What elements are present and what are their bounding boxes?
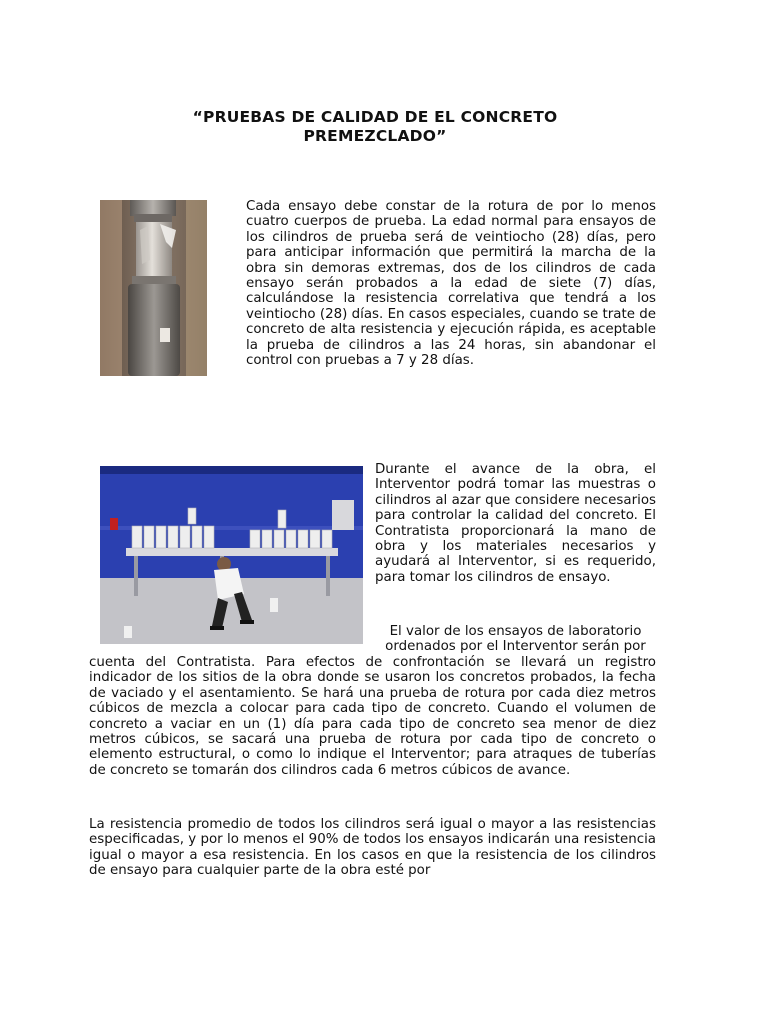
paragraph-2: Durante el avance de la obra, el Interventor podrá tomar las muestras o cilindros al azar que considere necesarios para controlar la calidad del concreto. El Contratista proporcionará la mano de obra y los materiales necesarios y ayudará al Interventor, si es requerido, para tomar los cilindros de ensayo. — [375, 462, 656, 585]
title-line-2: PREMEZCLADO” — [303, 127, 447, 145]
paragraph-3-continued: cuenta del Contratista. Para efectos de confrontación se llevará un registro indicador de los sitios de la obra donde se usaron los concretos probados, la fecha de vaciado y el asentamiento. Se hará una prueba de rotura por cada diez metros cúbicos de mezcla a colocar para cada tipo de concreto. Cuando el volumen de concreto a vaciar en un (1) día para cada tipo de concreto sea menor de diez metros cúbicos, se sacará una prueba de rotura por cada tipo de concreto o elemento estructural, o como lo indique el Interventor; para atraques de tuberías de concreto se tomarán dos cilindros cada 6 metros cúbicos de avance. — [89, 655, 656, 778]
laboratory-photo — [100, 466, 363, 644]
paragraph-1: Cada ensayo debe constar de la rotura de por lo menos cuatro cuerpos de prueba. La edad normal para ensayos de los cilindros de prueba será de veintiocho (28) días, pero para anticipar información que permitirá la marcha de la obra sin demoras extremas, dos de los cilindros de cada ensayo serán probados a la edad de siete (7) días, calculándose la resistencia correlativa que tendrá a los veintiocho (28) días. En casos especiales, cuando se trate de concreto de alta resistencia y ejecución rápida, es aceptable la prueba de cilindros a las 24 horas, sin abandonar el control con pruebas a 7 y 28 días. — [246, 199, 656, 369]
title-line-1: “PRUEBAS DE CALIDAD DE EL CONCRETO — [192, 108, 558, 126]
document-title — [150, 108, 600, 146]
paragraph-3-start: El valor de los ensayos de laboratorio ordenados por el Interventor serán por — [385, 624, 646, 655]
paragraph-4: La resistencia promedio de todos los cilindros será igual o mayor a las resistencias especificadas, y por lo menos el 90% de todos los ensayos indicarán una resistencia igual o mayor a esa resistencia. En los casos en que la resistencia de los cilindros de ensayo para cualquier parte de la obra esté por — [89, 817, 656, 879]
cylinder-test-photo — [100, 200, 207, 376]
